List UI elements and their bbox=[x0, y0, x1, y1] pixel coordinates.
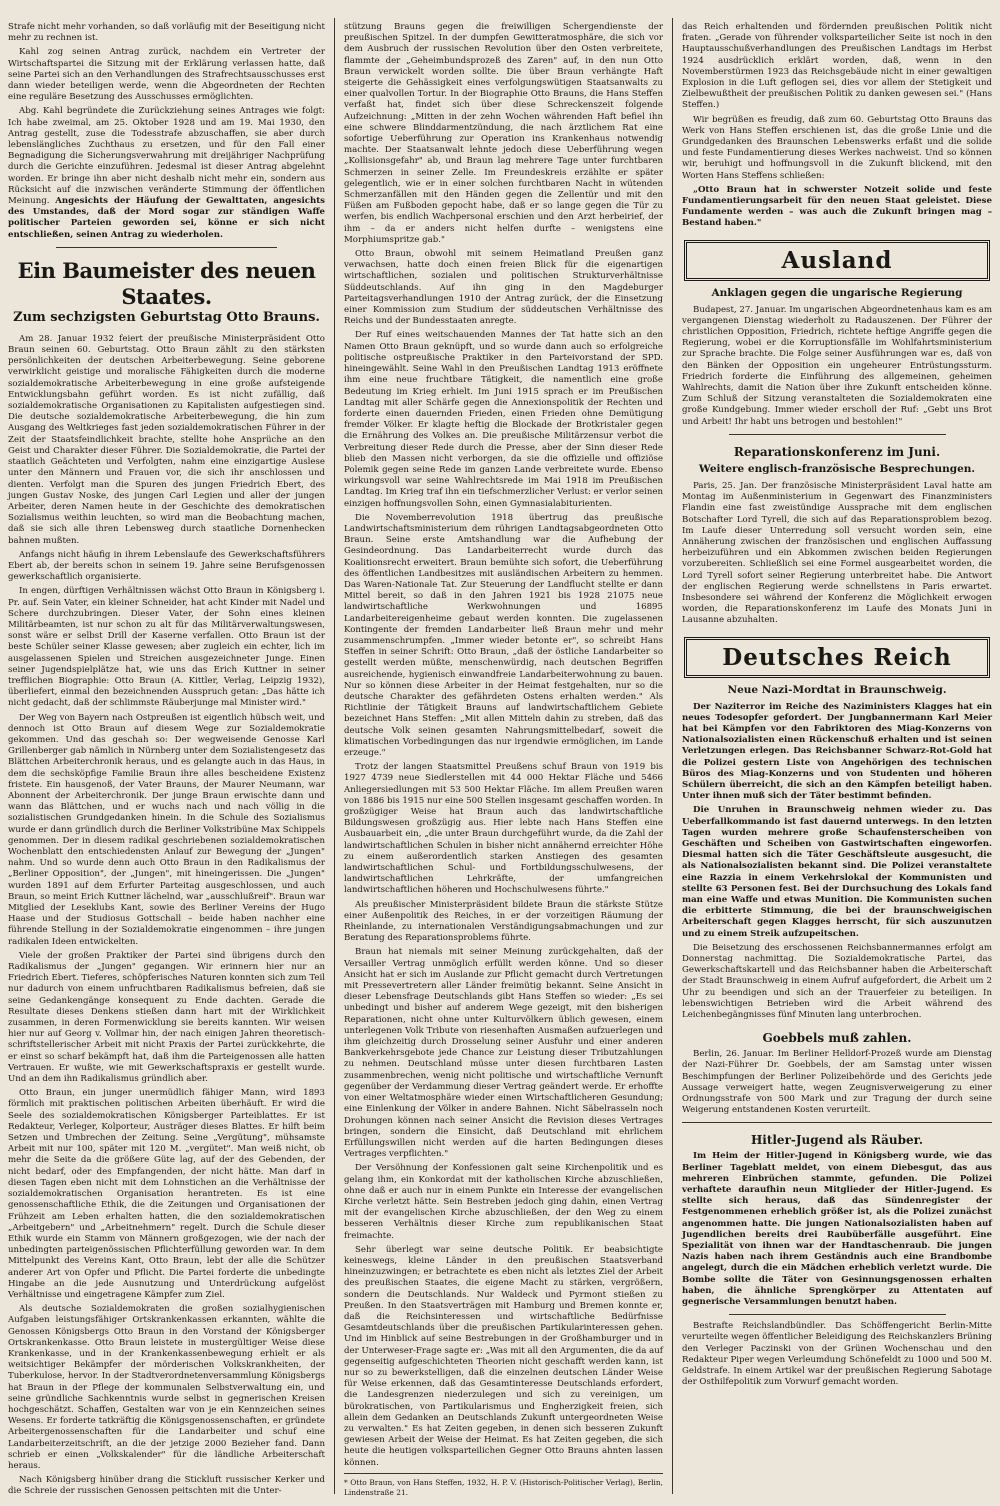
paragraph: Im Heim der Hitler-Jugend in Königsberg wurde, wie das Berliner Tageblatt meldet, von einem Diebesgut, das aus mehreren Einbrüchen stammte, gefunden. Die Polizei verhaftete daraufhin neun Mitglieder der Hitler-Jugend. Es stellte sich heraus, daß das Sündenregister der Festgenommenen erheblich größer ist, als die Polizei zunächst angenommen hatte. Die jungen Nationalsozialisten haben auf Jugendlichen bereits drei Raubüberfälle ausgeführt. Eine Spezialität von ihnen war der Handtaschenraub. Die jungen Nazis haben nach ihrem Geständnis auch eine Brandbombe angelegt, durch die ein Mädchen erheblich verletzt wurde. Die Bombe sollte die Täter von Gesinnungsgenossen erhalten haben, die ähnliche Sprengkörper zu Attentaten auf gegnerische Versammlungen benutzt haben. bbox=[682, 1151, 992, 1308]
paragraph: Otto Braun, ein junger unermüdlich fähiger Mann, wird 1893 förmlich mit praktischen politischen Arbeiten überhäuft. Er wird die Seele des sozialdemokratischen Königsberger Parteiblattes. Er ist Redakteur, Verleger, Kolporteur, Austräger dieses Blattes. Er hilft beim Setzen und Umbrechen der Zeitung. Seine „Vergütung", mühsamste Arbeit mit nur 100, später mit 120 M. „vergütet". Man weiß nicht, ob mehr die Seite da die größere Güte lag, auf der des Gebenden, der nicht bedarf, oder des Empfangenden, der nicht hätte. Man darf in diesen Tagen eben nicht mit dem Lohnstichen an die Verhältnisse der sozialdemokratischen Organisation herantreten. Es ist eine genossenschaftliche Ethik, die die Zeitungen und Organisationen der Frühzeit am Leben erhalten hatten, die den sozialdemokratischen „Arbeitgebern" und „Arbeitnehmern" regelt. Durch die Schule dieser Ethik wurde ein Stamm von Männern großgezogen, wie der nach der unbedingten parteigenössischen Pflichterfüllung geworden war. In dem Mittelpunkt des Vereins Kant, Otto Braun, lebt der alle die Schützer anderer Art von Opfer und Pflicht. Die Partei forderte die unbedingte Hingabe an die jede Ausnutzung und Unterdrückung aufgelöst Verhältnisse und eingetragene Kämpfer zum Ziel. bbox=[8, 1088, 325, 1300]
paragraph: Viele der großen Praktiker der Partei sind übrigens durch den Radikalismus der „Jungen" gegangen. Wir erinnern hier nur an Friedrich Ebert. Tieferes, schöpferisches Naturen konnten sich zum Teil nur dadurch von einem unfruchtbaren Radikalismus befreien, daß sie seine Gedankengänge konsequent zu Ende dachten. Gerade die Resultate dieses Denkens stießen dann hart mit der Wirklichkeit zusammen, in deren Formenwicklung sie bereits kannten. Wir weisen hier nur auf Georg v. Vollmar hin, der nach einigen Jahren theoretisch-schriftstellerischer Arbeit mit nicht Praxis der Partei zurückkehrte, die er einst so scharf bekämpft hat, daß ihm die Parteigenossen alle hatten Vertrauen. Er wußte, wie mit Gewerkschaftspraxis er gestellt wurde. Und an dem ihn Radikalismus gründlich aber. bbox=[8, 950, 325, 1085]
article-headline: Goebbels muß zahlen. bbox=[762, 1031, 912, 1046]
column-rule bbox=[672, 18, 673, 1494]
paragraph: stützung Brauns gegen die freiwilligen Schergendienste der preußischen Spitzel. In der dumpfen Gewitteratmosphäre, die sich vor dem Ausbruch der russischen Revolution über den Osten verbreitete, flammte der „Geheimbundsprozeß des Zaren" auf, in den nun Otto Braun verwickelt worden sollte. Die über Braun verhängte Haft steigerte die Gehässigkeit eines verfolgungswütigen Staatsanwalts zu einer qualvollen Tortur. In der Biographie Otto Brauns, die Hans Steffen verfaßt hat, findet sich über diese Schreckenszeit folgende Aufzeichnung: „Mitten in der zehn Wochen währenden Haft befiel ihn eine schwere Blinddarmentzündung, die nach ärztlichem Rat eine sofortige Ueberführung zur Operation ins Krankenhaus notwendig machte. Der Staatsanwalt lehnte jedoch diese Ueberführung wegen „Kollisionsgefahr" ab, und Braun lag mehrere Tage unter furchtbaren Schmerzen in seiner Zelle. Im Freundeskreis erzählte er später gelegentlich, wie er in einer solchen furchtbaren Nacht in wütenden Schmerzanfällen mit den Händen gegen die Zellentür und mit den Füßen am Fußboden gepocht habe, daß er so lange gegen die Tür zu werfen, bis endlich Wachpersonal erschien und den Arzt herbeirief, der ihm – da er anders nicht helfen durfte – wenigstens eine Morphiumspritze gab." bbox=[344, 22, 663, 245]
paragraph: Budapest, 27. Januar. Im ungarischen Abgeordnetenhaus kam es am vergangenen Dienstag wiederholt zu Radauszenen. Der Führer der christlichen Opposition, Friedrich, richtete heftige Angriffe gegen die Regierung, wobei er die Korruptionsfälle im Wohlfahrtsministerium zur Sprache brachte. Die Folge seiner Ausführungen war es, daß von den Bänken der Opposition ein ungeheurer Entrüstungssturm. Friedrich forderte die Einführung des allgemeinen, geheimen Wahlrechts, damit die Nation über ihre Zukunft entscheiden könne. Zum Schluß der Sitzung veranstalteten die Sozialdemokraten eine große Kundgebung. Immer wieder erscholl der Ruf: „Gebt uns Brot und Arbeit! Ihr habt uns betrogen und bestohlen!" bbox=[682, 304, 992, 427]
divider bbox=[729, 434, 946, 435]
paragraph: Am 28. Januar 1932 feiert der preußische Ministerpräsident Otto Braun seinen 60. Geburtstag. Otto Braun zählt zu den stärksten persönlichkeiten der deutschen Arbeiterbewegung. Seine geborene verwirklicht geistige und moralische Fähigkeiten durch die moderne sozialdemokratische Arbeiterbewegung in eine große aufsteigende Entwicklungsbahn geführt worden. Es ist nicht zufällig, daß sozialdemokratische Organisationen zu Kapitalisten aufgestiegen sind. Die deutsche sozialdemokratische Arbeiterbewegung, die hin zum Ausgang des Weltkrieges fast jeden sozialdemokratischen Führer in der Zeit der Staatsfeindlichkeit brachte, stellte hohe Ansprüche an den Geist und Charakter dieser Führer. Die Sozialdemokratie, die Partei der staatlich Geächteten und Verfolgten, nahm eine einzigartige Auslese unter den Männern und Frauen vor, die sich ihr anschlossen und dienten. Verfolgt man die Spuren des jungen Friedrich Ebert, des jungen Gustav Noske, des jungen Carl Legien und aller der jungen Arbeiter, deren Namen heute in der Geschichte des demokratischen Sozialismus weithin leuchten, so wird man die Beobachtung machen, daß sie sich alle ihren Lebensweg durch staatliche Dornenhecken bahnen mußten. bbox=[8, 333, 325, 546]
paragraph: Die Beisetzung des erschossenen Reichsbannermannes erfolgt am Donnerstag nachmittag. Die Sozialdemokratische Partei, das Gewerkschaftskartell und das Reichsbanner haben die Arbeiterschaft der Stadt Braunschweig in einem Aufruf aufgefordert, die Arbeit um 2 Uhr zu beendigen und sich an der Trauerfeier zu beteiligen. In lebenswichtigen Betrieben wird die Arbeit während des Leichenbegängnisses fünf Minuten lang unterbrochen. bbox=[682, 942, 992, 1021]
paragraph: das Reich erhaltenden und fördernden preußischen Politik nicht fraten. „Gerade von führender volksparteilicher Seite ist noch in den Hauptausschußverhandlungen des Preußischen Landtags im Herbst 1924 ausdrücklich erklärt worden, daß, wenn in den Novemberstürmen 1923 das Reichsgebäude nicht in einer gewaltigen Explosion in die Luft geflogen sei, dies vor allem der Stetigkeit und Zielbewußtheit der preußischen Politik zu danken gewesen sei." (Hans Steffen.) bbox=[682, 22, 992, 111]
paragraph: Paris, 25. Jan. Der französische Ministerpräsident Laval hatte am Montag im Außenministerium in Gegenwart des Finanzministers Flandin eine fast zweistündige Aussprache mit dem englischen Botschafter Lord Tyrell, die sich auf das Reparationsproblem bezog. Im Laufe dieser Unterredung soll versucht worden sein, eine Annäherung zwischen der französischen und englischen Auffassung herbeizuführen und ein Abkommen zwischen beiden Regierungen vorzubereiten. Schließlich sei eine Formel ausgearbeitet worden, die Lord Tyrell sofort seiner Regierung unterbreitet habe. Die Antwort der englischen Regierung werde schnellstens in Paris erwartet. Insbesondere sei während der Konferenz die Möglichkeit erwogen worden, die Reparationskonferenz im Laufe des Monats Juni in Lausanne abzuhalten. bbox=[682, 480, 992, 626]
column-1 bbox=[0, 0, 333, 1506]
paragraph: Berlin, 26. Januar. Im Berliner Helldorf-Prozeß wurde am Dienstag der Nazi-Führer Dr. Goebbels, der am Samstag unter wissen Beschimpfungen der Berliner Polizeibehörde und des Gerichts jede Aussage verweigert hatte, wegen Zeugnisverweigerung zu einer Ordnungsstrafe von 500 Mark und zur Tragung der durch seine Weigerung entstandenen Kosten verurteilt. bbox=[682, 1049, 992, 1116]
column-rule bbox=[334, 18, 335, 1494]
paragraph: Otto Braun, obwohl mit seinem Heimatland Preußen ganz verwachsen, hatte doch einen freien Blick für die eigenartigen wirtschaftlichen, sozialen und politischen Strukturverhältnisse Süddeutschlands. Auf ihn ging in den Magdeburger Parteitagsverhandlungen 1910 der Antrag zurück, der die Einsetzung einer Kommission zum Studium der süddeutschen Verhältnisse des Reichs und der Bundesstaaten anregte. bbox=[344, 249, 663, 327]
paragraph: Der Versöhnung der Konfessionen galt seine Kirchenpolitik und es gelang ihm, ein Konkordat mit der katholischen Kirche abzuschließen, ohne daß er auch nur in einem Punkte ein Interesse der evangelischen Kirche verletzt hätte. Sein Bestreben jedoch ging dahin, einen Vertrag mit der evangelischen Kirche abzuschließen, der den Weg zu einem besseren Verhältnis dieser Kirche zum republikanischen Staat freimachte. bbox=[344, 1163, 663, 1241]
section-box-deutsches-reich: Deutsches Reich bbox=[684, 637, 990, 678]
paragraph: Sehr überlegt war seine deutsche Politik. Er beabsichtigte keineswegs, kleine Länder in den preußischen Staatsverband hineinzuzwingen; er betrachtete es eben nicht als letztes Ziel der Arbeit des preußischen Staates, die eigene Macht zu stärken, vergrößern, sondern die Deutschlands. Nur Waldeck und Pyrmont stießen zu Preußen. In den Staatsverträgen mit Hamburg und Bremen konnte er, daß die Reichsinteressen und wirtschaftliche Bedürfnisse Gesamtdeutschlands über die preußischen Partikularinteressen gehen. Und im Hinblick auf seine Bestrebungen in der Großhamburger und in der Unterweser-Frage sagte er: „Was mit all den Argumenten, die da auf gegenseitig aufgeschichteten Theorien nicht geschafft werden kann, ist nur so zu bewerkstelligen, daß die einzelnen deutschen Länder Weise für Weise erkennen, daß das Gesamtinteresse Deutschlands erfordert, die Landesgrenzen niederzulegen und sich zu vereinigen, um bürokratischen, von Partikularismus und Engherzigkeit freien, sich allein dem Gedanken an Deutschlands Zukunft untergeordneten Weise zu verwalten." Es hat Zeiten gegeben, in denen sich besseren Zukunft gewiesen Arbeit der Weise der Heimat. Es hat Zeiten gegeben, die sich heute die heutigen volksparteilichen Gegner Otto Brauns ahnten lassen können. bbox=[344, 1244, 663, 1468]
paragraph: Strafe nicht mehr vorhanden, so daß vorläufig mit der Beseitigung nicht mehr zu rechnen ist. bbox=[8, 22, 325, 44]
paragraph: In engen, dürftigen Verhältnissen wächst Otto Braun in Königsberg i. Pr. auf. Sein Vater, ein kleiner Schneider, hat acht Kinder mit Nadel und Schere durchzubringen. Dieser Vater, der Sohn eines kleinen Militärbeamten, ist nur schon zu alt für das Militärverwaltungswesen, sonst wäre er selbst Drill der Kaserne verfallen. Otto Braun ist der beste Schüler seiner Klasse gewesen; aber zugleich ein echter, lich im ausgelassenen Spielen und Streichen ausgezeichneter Junge. Einen seiner Jugendspielplätze hat, wie uns das Erich Kuttner in seiner trefflichen Biographie: Otto Braun (A. Kittler, Verlag, Leipzig 1932), überliefert, einmal den bezeichnenden Ausspruch getan: „Das hätte ich nicht gedacht, daß der schlimmste Räuberjunge mal Minister wird." bbox=[8, 586, 325, 709]
paragraph: Der Naziterror im Reiche des Naziministers Klagges hat ein neues Todesopfer gefordert. Der Jungbannermann Karl Meier hat bei Kämpfen vor den Fabriktoren des Miag-Konzerns von Nationalsozialisten einen Rückenschuß erhalten und ist seinen Verletzungen erlegen. Das Reichsbanner Schwarz-Rot-Gold hat die Polizei gestern Liste von Angehörigen des technischen Büros des Miag-Konzerns und von Studenten und höheren Schülern überreicht, die sich an den Kämpfen beteiligt haben. Unter ihnen muß sich der Täter bestimmt befinden. bbox=[682, 701, 992, 802]
paragraph: Die Unruhen in Braunschweig nehmen wieder zu. Das Ueberfallkommando ist fast dauernd unterwegs. In den letzten Tagen wurden mehrere große Schaufensterscheiben von Geschäften und Scheiben von Gastwirtschaften eingeworfen. Diesmal hatten sich die Täter Geschäftsleute ausgesucht, die als Nationalsozialisten bekannt sind. Die Polizei veranstaltete eine Razzia in einem Verkehrslokal der Kommunisten und stellte 63 Personen fest. Bei der Durchsuchung des Lokals fand man eine Waffe und etwas Munition. Die Kommunisten suchen die erbitterte Stimmung, die bei der braunschweigischen Arbeiterschaft gegen Klagges herrscht, für sich auszunutzen und zu einem Streik aufzupeitschen. bbox=[682, 805, 992, 939]
quote-paragraph: „Otto Braun hat in schwerster Notzeit solide und feste Fundamentierungsarbeit für den neuen Staat geleistet. Diese Fundamente werden – was auch die Zukunft bringen mag – Bestand haben." bbox=[682, 184, 992, 229]
paragraph: Der Ruf eines weitschauenden Mannes der Tat hatte sich an den Namen Otto Braun geknüpft, und so wurde dann auch so erfolgreiche politische ostpreußische Praktiker in den Parteivorstand der SPD. hineingewählt. Seine Wahl in den Preußischen Landtag 1913 eröffnete ihm eine neue fruchtbare Tätigkeit, die namentlich eine große Bedeutung im Krieg erhielt. Im Juni 1915 sprach er im Preußischen Landtag mit aller Schärfe gegen die Annexionspolitik der Rechten und forderte einen dauernden Frieden, einen Frieden ohne Demütigung fremder Völker. Er klagte heftig die Blockade der Brotkristaler gegen die Ernährung des Volkes an. Die preußische Militärzensur verbot die Verbreitung dieser Rede durch die Presse, aber der Sinn dieser Rede blieb den Massen nicht verborgen, da sie die offizielle und offiziöse Polemik gegen seine Rede im ganzen Lande verbreitete wurde. Ebenso wirkungsvoll war seine Wahlrechtsrede im Mai 1918 im Preußischen Landtag. Im Krieg traf ihn ein tiefschmerzlicher Verlust: er verlor seinen einzigen hoffnungsvollen Sohn, einen Gymnasialabiturienten. bbox=[344, 330, 663, 509]
paragraph: Wir begrüßen es freudig, daß zum 60. Geburtstag Otto Brauns das Werk von Hans Steffen erschienen ist, das die große Linie und die Grundgedanken des Braunschen Lebenswerks erfaßt und die solide und feste Fundamentierung dieses Werkes nachweist. Und so können wir, beruhigt und hoffnungsvoll in die Zukunft blickend, mit den Worten Hans Steffens schließen: bbox=[682, 114, 992, 181]
footnote: * Otto Braun, von Hans Steffen, 1932, H. P. V. (Historisch-Politischer Verlag), Berlin, Lindenstraße 21. bbox=[344, 1473, 663, 1498]
article-subheadline: Weitere englisch-französische Besprechungen. bbox=[698, 462, 976, 475]
divider bbox=[682, 1122, 992, 1123]
column-3 bbox=[674, 0, 1000, 1506]
paragraph: Als preußischer Ministerpräsident bildete Braun die stärkste Stütze einer Außenpolitik des Reiches, in er der vorzeitigen Räumung der Rheinlande, zu internationalen Verständigungsabmachungen und zur Beratung des Reparationsproblems führte. bbox=[344, 899, 663, 944]
paragraph: Abg. Kahl begründete die Zurückziehung seines Antrages wie folgt: Ich habe zweimal, am 25. Oktober 1928 und am 19. Mai 1930, den Antrag gestellt, zuse die Todesstrafe abzuschaffen, sie aber durch lebenslängliches Zuchthaus zu ersetzen, und für den Fall einer Begnadigung die Sicherungsverwahrung mit dreijähriger Nachprüfung durch die Gerichte einzuführen. Jedesmal ist dieser Antrag abgelehnt worden. Er bringe ihn aber nicht deshalb nicht mehr ein, sondern aus Rücksicht auf die inzwischen veränderte Stimmung der öffentlichen Meinung. Angesichts der Häufung der Gewalttaten, angesichts des Umstandes, daß der Mord sogar zur ständigen Waffe politischer Parteien geworden sei, könne er sich nicht entschließen, seinen Antrag zu wiederholen. bbox=[8, 106, 326, 240]
paragraph: Nach Königsberg hinüber drang die Stickluft russischer Kerker und die Schreie der russischen Genossen peitschten mit die Unter- bbox=[8, 1475, 325, 1497]
paragraph: Der Weg von Bayern nach Ostpreußen ist eigentlich hübsch weit, und dennoch ist Otto Braun auf diesem Wege zur Sozialdemokratie gekommen. Und das geschah so: Der wegweisende Genosse Karl Grillenberger gab nämlich in Nürnberg unter dem Sozialistengesetz das Blättchen Arbeiterchronik heraus, und es gelangte auch in das Haus, in dem die sechsköpfige Familie Braun ihre alles bescheidene Existenz fristete. Ein hausgenoß, der Vater Brauns, der Maurer Neumann, war Abonnent der Arbeiterchronik. Der junge Braun erwischte dann und wann das Blättchen, und er wuchs nach und nach völlig in die sozialistischen Grundgedanken hinein. In die Schule des Sozialismus wurde er dann gründlich durch die Berliner Volkstribüne Max Schippels genommen. Der in diesem radikal geschriebenen sozialdemokratischen Wochenblatt den entschiedensten Anlauf zur Bewegung der „Jungen" nahm. Und so wurde denn auch Otto Braun in den Radikalismus der „Berliner Opposition", der „Jungen", mit hineingerissen. Die „Jungen" wurden 1891 auf dem Erfurter Parteitag ausgeschlossen, und auch Braun, so meint Erich Kuttner lächelnd, war „ausschlußreif". Braun war Mitglied der Leseklubs Kant, sowie des Berliner Vereins der Hugo Haase und der Studiosus Gottschall – beide haben nachher eine führende Stellung in der Sozialdemokratie eingenommen – ihre jungen radikalen Ideen entwickelten. bbox=[8, 712, 325, 947]
article-headline: Anklagen gegen die ungarische Regierung bbox=[711, 286, 963, 299]
article-headline: Neue Nazi-Mordtat in Braunschweig. bbox=[727, 683, 947, 696]
paragraph: Die Novemberrevolution 1918 übertrug das preußische Landwirtschaftsministerium dem rührigen Landtagsabgeordneten Otto Braun. Seine erste Amtshandlung war die Aufhebung der Gesindeordnung. Das Landarbeiterrecht wurde durch das Koalitionsrecht erweitert. Braun bemühte sich sofort, die Ueberführung des öffentlichen Landbesitzes mit ausländischen Arbeitern zu hemmen. Das Waren-Nationale Tat. Zur Steuerung der Landflucht stellte er dann Mittel bereit, so daß in den Jahren 1921 bis 1928 21075 neue landwirtschaftliche Werkwohnungen und 16895 Landarbeitereigenheime gebaut werden konnten. Die zugelassenen Kontingente der fremden Landarbeiter ließ Braun mehr und mehr zusammenschrumpfen. „Immer wieder betonte er", so schreibt Hans Steffen in seiner Schrift: Otto Braun, „daß der östliche Landarbeiter so gestellt werden müßte, menschenwürdig, nach deutschen Begriffen ausreichende, hygienisch einwandfreie Landarbeiterwohnung zu bauen. Nur so können diese Arbeiter in der Heimat festgehalten, nur so die deutsche Charakter des gefährdeten Ostens erhalten werden." Als Richtlinie der Tätigkeit Brauns auf landwirtschaftlichem Gebiete bezeichnet Hans Steffen: „Mit allen Mitteln dahin zu streben, daß das deutsche Volk seinen gesamten Nahrungsmittelbedarf, soweit die klimatischen Vorbedingungen das nur irgendwie ermöglichen, im Lande erzeuge." bbox=[344, 512, 663, 758]
paragraph: Braun hat niemals mit seiner Meinung zurückgehalten, daß der Versailler Vertrag unmöglich erfüllt werden könne. Und so dieser Ansicht hat er sich im Auslande zur Pflicht gemacht durch Vertretungen mit Pressevertretern aller Länder freimütig bekannt. Seine Ansicht in dieser Lebensfrage Deutschlands gibt Hans Steffen so wieder: „Es sei unbedingt und bisher auf anderem Wege gezeigt, mit den bisherigen Reparationen, nicht ohne unter Kulturvölkern üblich gewesen, einem unterlegenen Volk Tribute von riesenhaften Ausmaßen aufzuerlegen und ihm gleichzeitig durch Drosselung seiner Ausfuhr und einer anderen Bankverkehrsgebote jede Chance zur Leistung dieser Tributzahlungen zu nehmen. Deutschland müsse unter diesen furchtbaren Lasten zusammenbrechen, wenig nicht politische und wirtschaftliche Vernunft gegenüber der Verdammung dieser Vertrag geändert werde. Er erhoffte von einer Weltatmosphäre wieder einen Wirtschaftlicheren Gesundung; eine Einlenkung der Völker in andere Bahnen. Nicht Säbelrasseln noch Drohungen können nach seiner Ansicht die Revision dieses Vertrages bringen, sondern die Einsicht, daß Deutschland mit ehrlichem Erfüllungswillen nicht werden auf die harten Bedingungen dieses Vertrages verpflichten." bbox=[344, 947, 663, 1160]
divider bbox=[56, 247, 278, 248]
paragraph: Trotz der langen Staatsmittel Preußens schuf Braun von 1919 bis 1927 4739 neue Siedlerstellen mit 44 000 Hektar Fläche und 5466 Anliegersiedlungen mit 53 500 Hektar Fläche. Im allem Preußen waren von 1886 bis 1915 nur eine 500 Stellen insgesamt geschaffen worden. In großzügiger Weise hat Braun auch das landwirtschaftliche Bildungswesen großzügig aus. Hier lebte nach Hans Steffen eine Ausbauarbeit ein, „die unter Braun durchgeführt wurde, da die Zahl der landwirtschaftlichen Schulen in bisher nicht annähernd erreichter Höhe zu einem außerordentlich starken Anstiegen des gesamten landwirtschaftlichen Schul- und Fortbildungsschulwesens, der landwirtschaftlichen Lehrkräfte, der umfangreichen landwirtschaftlichen höheren und Hochschulwesens führte." bbox=[344, 762, 663, 896]
article-subheadline: Zum sechzigsten Geburtstag Otto Brauns. bbox=[13, 309, 320, 325]
column-2 bbox=[336, 0, 671, 1506]
article-headline: Hitler-Jugend als Räuber. bbox=[750, 1133, 924, 1148]
paragraph: Als deutsche Sozialdemokraten die großen sozialhygienischen Aufgaben leistungsfähiger Ortskrankenkassen erkannten, wählte die Genossen Königsbergs Otto Braun in den Vorstand der Königsberger Ortskrankenkasse. Otto Braun leistete in mustergültiger Weise diese Krankenkasse, und in der Krankenkassenbewegung erhielt er als weitsichtiger Bekämpfer der mörderischen Volkskrankheiten, der Tuberkulose, hervor. In der Stadtverordnetenversammlung Königsbergs hat Braun in der Pflege der kommunalen Selbstverwaltung ein, und seine gründliche Sachkenntnis wurde selbst in gegnerischen Kreisen hochgeschätzt. Schaffen, Gestalten war von je ein Kennzeichen seines Wesens. Er forderte tatkräftig die Königsgenossenschaften, er gründete Arbeitergenossenschaften für die Landarbeiter und schuf eine Landarbeiterzeitschrift, an die der jetzige 2000 Bezieher fand. Dann schrieb er einen „Volkskalender" für die ländliche Arbeiterschaft heraus. bbox=[8, 1304, 325, 1471]
article-headline: Ein Baumeister des neuen Staates. bbox=[17, 257, 316, 309]
section-box-ausland: Ausland bbox=[684, 240, 990, 281]
paragraph: Kahl zog seinen Antrag zurück, nachdem ein Vertreter der Wirtschaftspartei die Sitzung mit der Erklärung verlassen hatte, daß seine Partei sich an den Verhandlungen des Strafrechtsausschusses erst dann wieder beteiligen werde, wenn die Abgeordneten der Rechten eine reguläre Besetzung des Ausschusses ermöglichten. bbox=[8, 47, 325, 103]
paragraph: Anfangs nicht häufig in ihrem Lebenslaufe des Gewerkschaftsführers Ebert ab, der bereits schon in seinem 19. Jahre seine Berufsgenossen gewerkschaftlich organisierte. bbox=[8, 549, 325, 583]
article-headline: Reparationskonferenz im Juni. bbox=[733, 444, 941, 459]
paragraph: Bestrafte Reichslandbündler. Das Schöffengericht Berlin-Mitte verurteilte wegen öffentlicher Beleidigung des Reichskanzlers Brüning den Verleger Paczinski von der Grünen Wochenschau und den Redakteur Piper wegen Verleumdung Schönefeldt zu 1000 und 500 M. Geldstrafe. In einem Artikel war der preußischen Regierung Sabotage der Osthilfepolitik zum Vorwurf gemacht worden. bbox=[682, 1321, 993, 1388]
divider bbox=[729, 1314, 946, 1315]
